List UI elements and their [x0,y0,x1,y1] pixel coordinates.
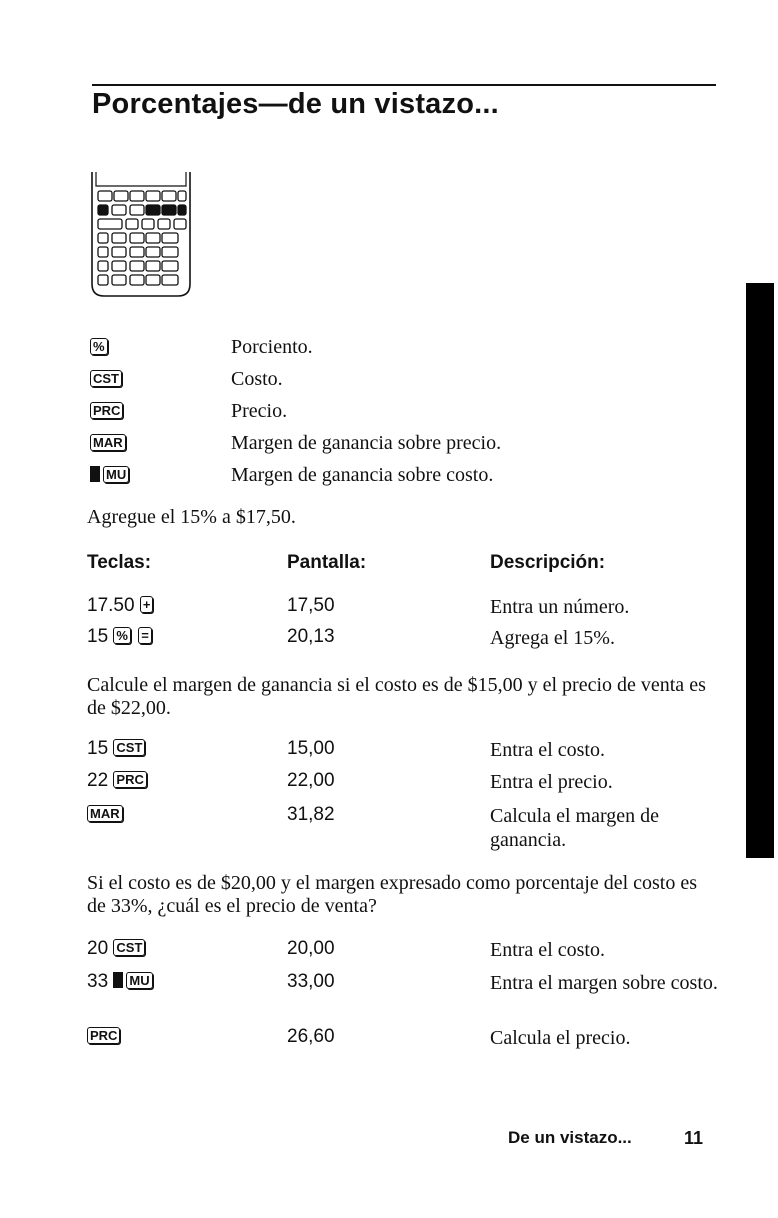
display-value: 33,00 [287,971,335,992]
header-keys: Teclas: [87,552,152,573]
glossary-row [90,400,650,432]
calculator-key [162,247,178,257]
step-description: Calcula el precio. [490,1027,631,1049]
calculator-key [130,205,144,215]
keystroke-sequence [87,804,125,826]
calculator-key [146,247,160,257]
calculator-key [98,233,108,243]
keycap-icon: MAR [87,805,123,822]
calculator-key [98,247,108,257]
glossary-text: Costo. [231,368,283,390]
chapter-thumb-tab [746,283,774,858]
shift-key-icon [90,466,100,482]
percent-key-icon: % [90,338,110,358]
calculator-key [178,191,186,201]
keystroke-number: 15 [87,626,109,647]
calculator-key [174,219,186,229]
glossary-row [90,368,650,400]
calculator-key [98,191,112,201]
footer-section-title: De un vistazo... [508,1128,632,1147]
calculator-key [112,205,126,215]
page-title: Porcentajes—de un vistazo... [92,88,499,120]
display-value: 26,60 [287,1026,335,1047]
keystroke-number: 17.50 [87,595,135,616]
calculator-key [130,247,144,257]
keystroke-number: 20 [87,938,109,959]
calculator-key [98,219,122,229]
example2-prompt: Calcule el margen de ganancia si el costo es de $15,00 y el precio de venta es de $22,00. [87,674,706,719]
step-description: Calcula el margen de ganancia. [490,805,660,851]
calculator-key [130,233,144,243]
calculator-key [112,247,126,257]
calculator-key [126,219,138,229]
keystroke-sequence [87,595,155,617]
keystroke-sequence [87,770,149,792]
glossary-text: Porciento. [231,336,313,358]
keycap-icon: CST [113,939,145,956]
calculator-key [130,275,144,285]
cst-key-icon: CST [90,370,124,390]
keycap-icon: % [113,627,131,644]
calculator-key [146,233,160,243]
page-number: 11 [684,1128,704,1148]
glossary-row [90,336,650,368]
key-glossary [90,336,650,496]
glossary-text: Margen de ganancia sobre costo. [231,464,494,486]
display-value: 15,00 [287,738,335,759]
step-description: Entra el costo. [490,939,605,961]
calculator-key [146,191,160,201]
step-description: Entra un número. [490,596,630,618]
calculator-key [130,261,144,271]
keycap-icon: PRC [113,771,146,788]
calculator-key [162,261,178,271]
example3-prompt: Si el costo es de $20,00 y el margen expresado como porcentaje del costo es de 33%, ¿cuál es el precio de venta? [87,872,698,917]
header-description: Descripción: [490,552,606,573]
keystroke-sequence [87,971,155,993]
calculator-key [98,205,108,215]
display-value: 20,13 [287,626,335,647]
step-description: Agrega el 15%. [490,627,615,649]
calculator-key [146,205,160,215]
keystroke-sequence [87,626,154,648]
calculator-key [114,191,128,201]
calculator-key [178,205,186,215]
calculator-keyboard-diagram [88,172,194,300]
display-value: 20,00 [287,938,335,959]
calculator-key [146,261,160,271]
keycap-icon: MU [126,972,152,989]
calculator-key [98,275,108,285]
calculator-key [112,233,126,243]
step-description: Entra el margen sobre costo. [490,972,718,994]
keycap-icon: CST [113,739,145,756]
calculator-key [112,275,126,285]
keystroke-number: 33 [87,971,109,992]
display-value: 17,50 [287,595,335,616]
keycap-icon: + [140,596,154,613]
title-rule [92,84,716,86]
keystroke-number: 22 [87,770,109,791]
display-value: 22,00 [287,770,335,791]
calculator-key [162,275,178,285]
step-description: Entra el costo. [490,739,605,761]
shift-key-icon [113,972,123,988]
glossary-row [90,464,650,496]
glossary-row [90,432,650,464]
display-value: 31,82 [287,804,335,825]
step-description: Entra el precio. [490,771,613,793]
keystroke-sequence [87,938,147,960]
calculator-key [158,219,170,229]
calculator-key [162,233,178,243]
keystroke-sequence [87,738,147,760]
shift-mu-key-icon: MU [90,466,131,486]
prc-key-icon: PRC [90,402,125,422]
header-display: Pantalla: [287,552,367,573]
keycap-icon: PRC [87,1027,120,1044]
calculator-key [112,261,126,271]
keycap-icon: = [138,627,152,644]
keystroke-sequence [87,1026,122,1048]
calculator-key [142,219,154,229]
keystroke-number: 15 [87,738,109,759]
calculator-key [98,261,108,271]
calculator-key [162,205,176,215]
example1-prompt: Agregue el 15% a $17,50. [87,506,296,528]
glossary-text: Precio. [231,400,288,422]
calculator-key [146,275,160,285]
calculator-key [162,191,176,201]
glossary-text: Margen de ganancia sobre precio. [231,432,502,454]
calculator-key [130,191,144,201]
mar-key-icon: MAR [90,434,128,454]
